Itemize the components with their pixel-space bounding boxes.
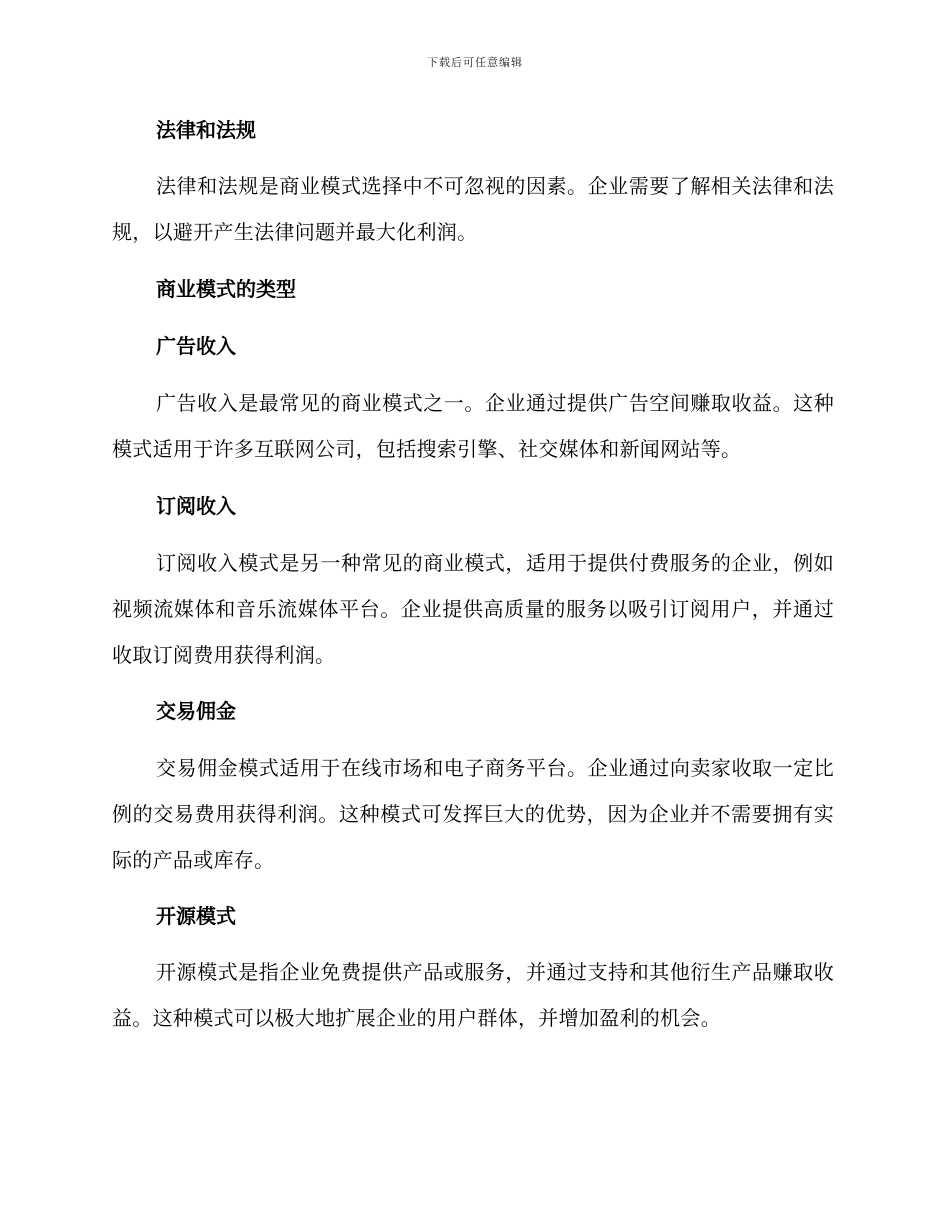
paragraph-advertising: 广告收入是最常见的商业模式之一。企业通过提供广告空间赚取收益。这种模式适用于许多互联网公司，包括搜索引擎、社交媒体和新闻网站等。 [112,391,834,461]
paragraph-law: 法律和法规是商业模式选择中不可忽视的因素。企业需要了解相关法律和法规，以避开产生法律问题并最大化利润。 [112,174,834,244]
section-heading-open-source: 开源模式 [156,904,236,928]
section-heading-advertising: 广告收入 [156,334,236,358]
section-heading-law: 法律和法规 [156,118,256,142]
paragraph-open-source: 开源模式是指企业免费提供产品或服务，并通过支持和其他衍生产品赚取收益。这种模式可以极大地扩展企业的用户群体，并增加盈利的机会。 [112,960,834,1030]
paragraph-transaction-commission: 交易佣金模式适用于在线市场和电子商务平台。企业通过向卖家收取一定比例的交易费用获得利润。这种模式可发挥巨大的优势，因为企业并不需要拥有实际的产品或库存。 [112,756,834,872]
section-heading-subscription: 订阅收入 [156,494,236,518]
page-header-note: 下载后可任意编辑 [427,56,523,69]
paragraph-subscription: 订阅收入模式是另一种常见的商业模式，适用于提供付费服务的企业，例如视频流媒体和音乐流媒体平台。企业提供高质量的服务以吸引订阅用户，并通过收取订阅费用获得利润。 [112,551,834,667]
section-heading-business-model-types: 商业模式的类型 [156,277,296,301]
section-heading-transaction-commission: 交易佣金 [156,699,236,723]
